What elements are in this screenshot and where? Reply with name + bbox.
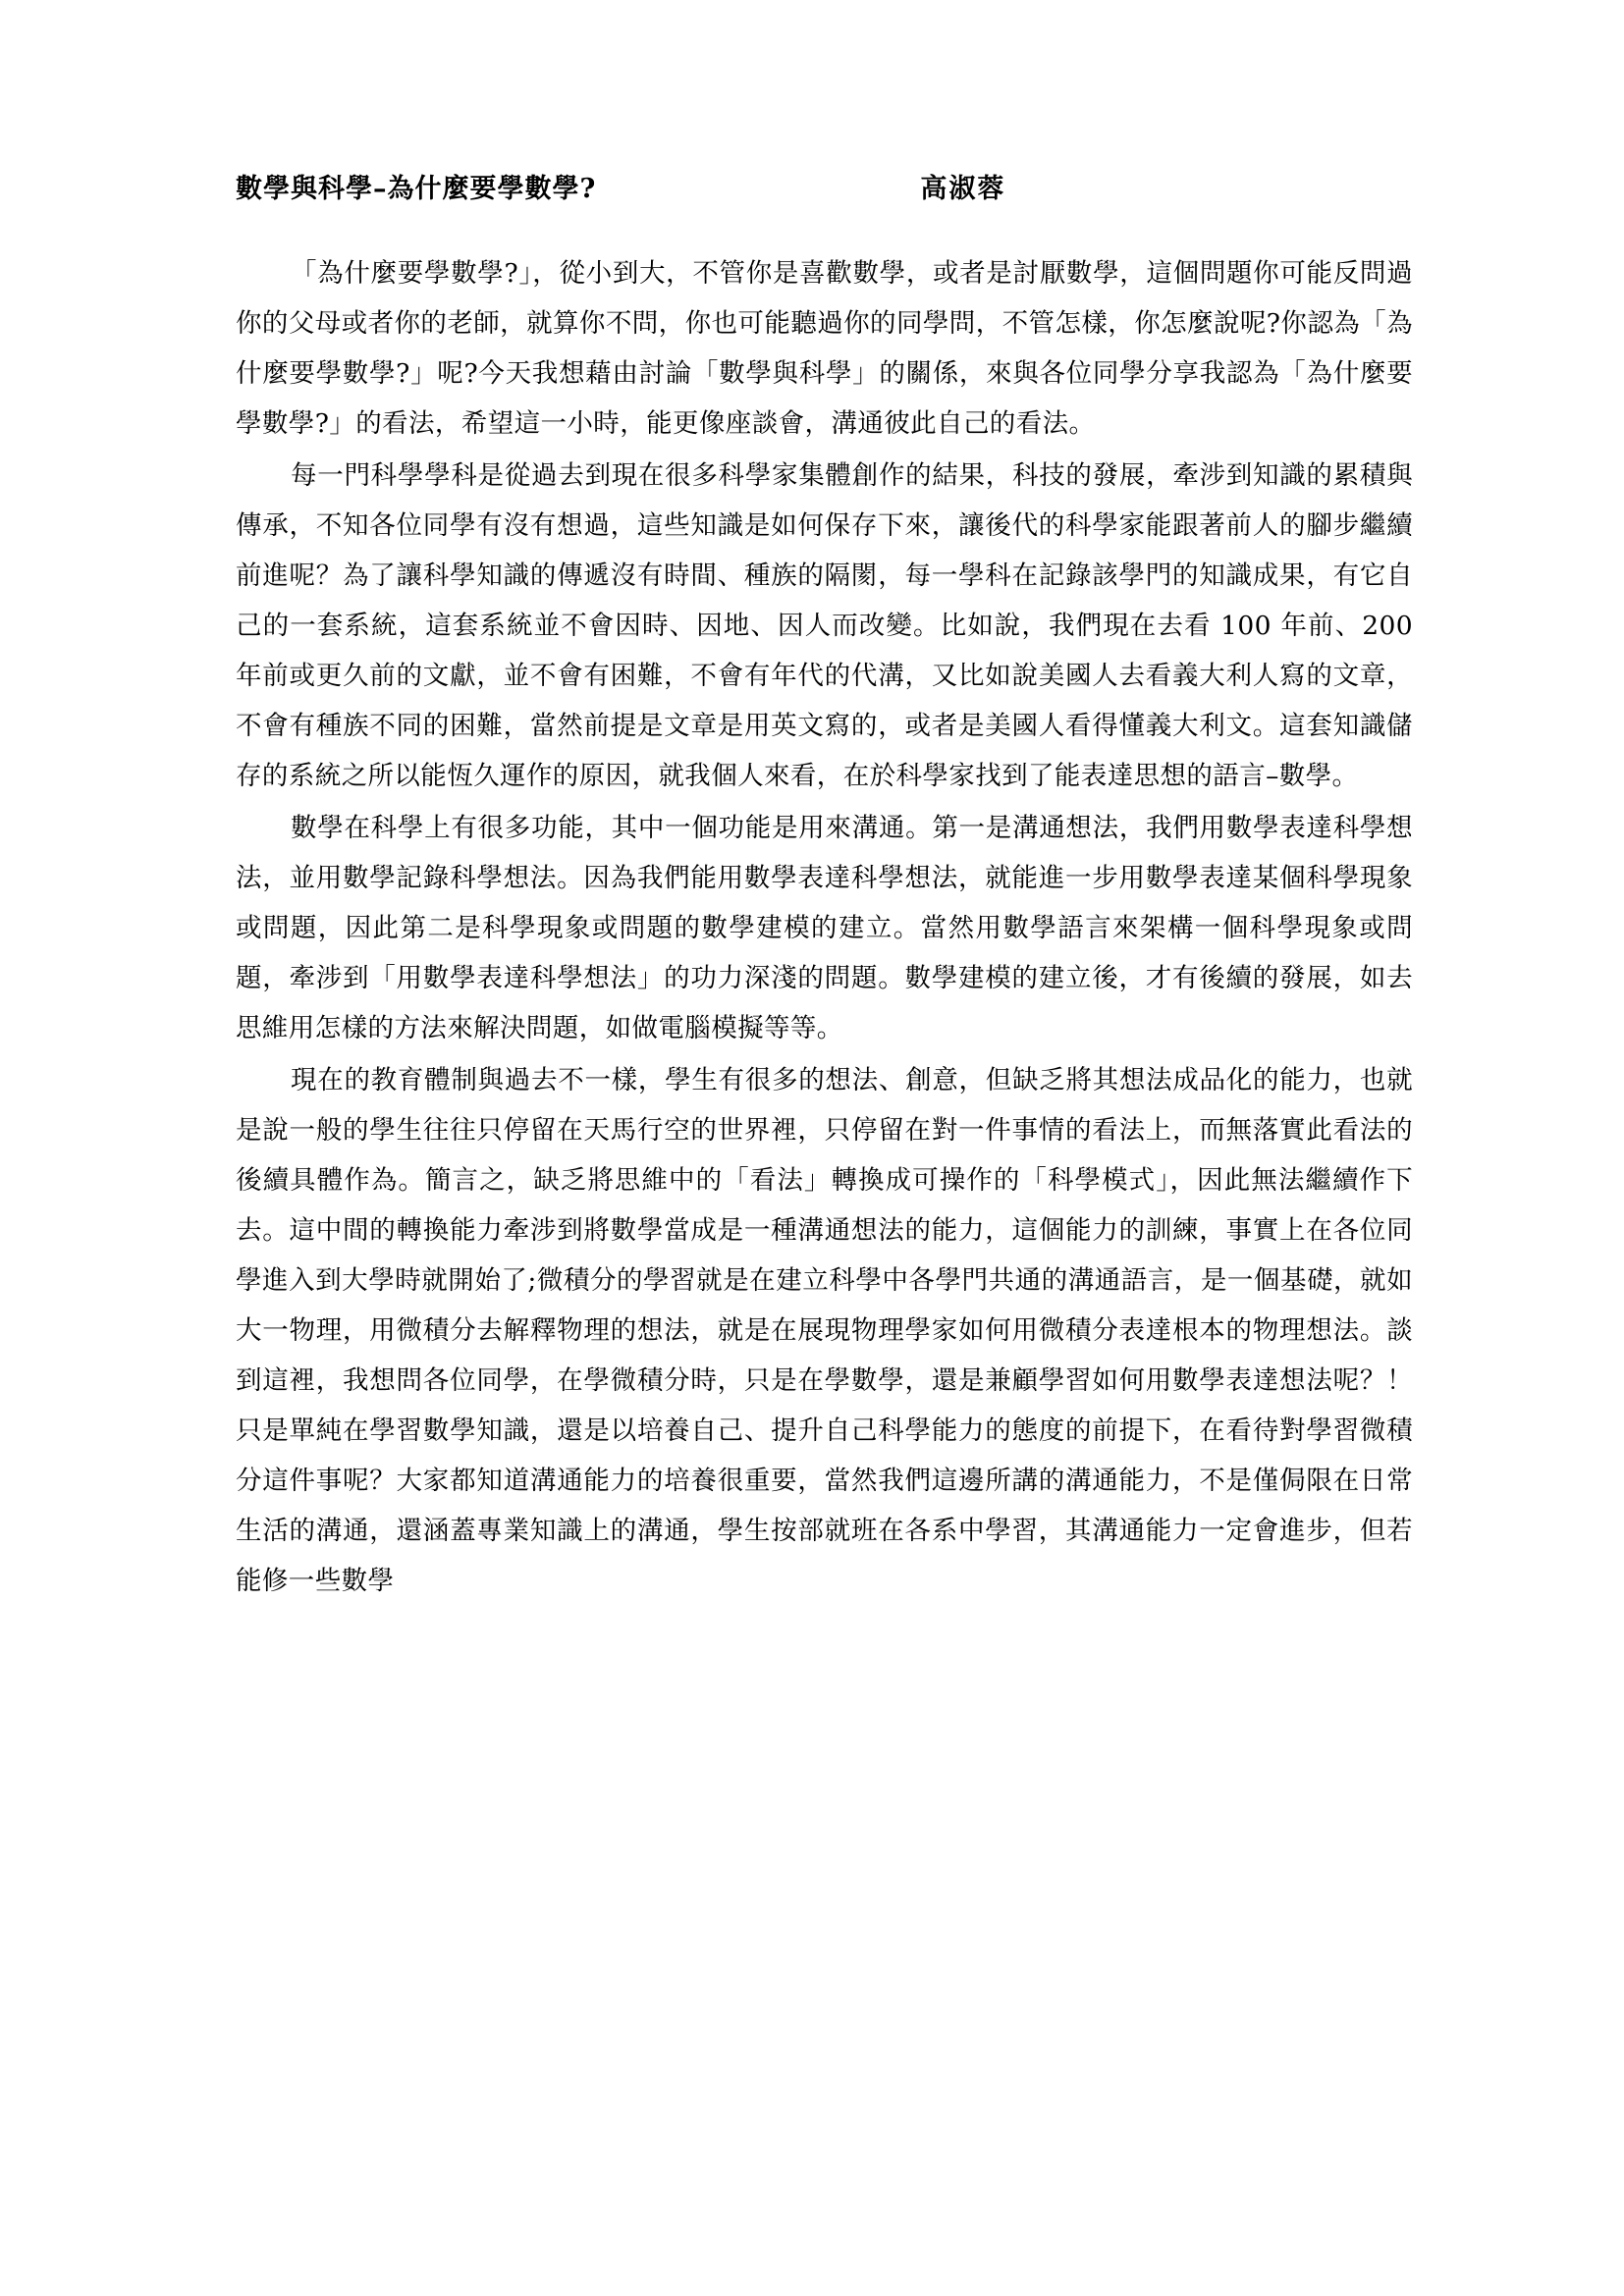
- document-body: [236, 248, 1413, 1606]
- paragraph: 數學在科學上有很多功能，其中一個功能是用來溝通。第一是溝通想法，我們用數學表達科學想法，並用數學記錄科學想法。因為我們能用數學表達科學想法，就能進一步用數學表達某個科學現象或問題，因此第二是科學現象或問題的數學建模的建立。當然用數學語言來架構一個科學現象或問題，牽涉到「用數學表達科學想法」的功力深淺的問題。數學建模的建立後，才有後續的發展，如去思維用怎樣的方法來解決問題，如做電腦模擬等等。: [236, 813, 1413, 1043]
- document-header: [236, 167, 1413, 205]
- paragraph: 每一門科學學科是從過去到現在很多科學家集體創作的結果，科技的發展，牽涉到知識的累積與傳承，不知各位同學有沒有想過，這些知識是如何保存下來，讓後代的科學家能跟著前人的腳步繼續前進呢？為了讓科學知識的傳遞沒有時間、種族的隔閡，每一學科在記錄該學門的知識成果，有它自己的一套系統，這套系統並不會因時、因地、因人而改變。比如說，我們現在去看 100 年前、200 年前或更久前的文獻，並不會有困難，不會有年代的代溝，又比如說美國人去看義大利人寫的文章，不會有種族不同的困難，當然前提是文章是用英文寫的，或者是美國人看得懂義大利文。這套知識儲存的系統之所以能恆久運作的原因，就我個人來看，在於科學家找到了能表達思想的語言–數學。: [236, 460, 1413, 791]
- author-name: 高淑蓉: [920, 174, 1006, 204]
- page-title: 數學與科學–為什麼要學數學?: [236, 174, 597, 204]
- paragraph: 「為什麼要學數學?」，從小到大，不管你是喜歡數學，或者是討厭數學，這個問題你可能反問過你的父母或者你的老師，就算你不問，你也可能聽過你的同學問，不管怎樣，你怎麼說呢?你認為「為什麼要學數學?」呢?今天我想藉由討論「數學與科學」的關係，來與各位同學分享我認為「為什麼要學數學?」的看法，希望這一小時，能更像座談會，溝通彼此自己的看法。: [236, 258, 1413, 439]
- paragraph: 現在的教育體制與過去不一樣，學生有很多的想法、創意，但缺乏將其想法成品化的能力，也就是說一般的學生往往只停留在天馬行空的世界裡，只停留在對一件事情的看法上，而無落實此看法的後續具體作為。簡言之，缺乏將思維中的「看法」轉換成可操作的「科學模式」，因此無法繼續作下去。這中間的轉換能力牽涉到將數學當成是一種溝通想法的能力，這個能力的訓練，事實上在各位同學進入到大學時就開始了;微積分的學習就是在建立科學中各學門共通的溝通語言，是一個基礎，就如大一物理，用微積分去解釋物理的想法，就是在展現物理學家如何用微積分表達根本的物理想法。談到這裡，我想問各位同學，在學微積分時，只是在學數學，還是兼顧學習如何用數學表達想法呢？！只是單純在學習數學知識，還是以培養自己、提升自己科學能力的態度的前提下，在看待對學習微積分這件事呢？大家都知道溝通能力的培養很重要，當然我們這邊所講的溝通能力，不是僅侷限在日常生活的溝通，還涵蓋專業知識上的溝通，學生按部就班在各系中學習，其溝通能力一定會進步，但若能修一些數學: [236, 1065, 1413, 1596]
